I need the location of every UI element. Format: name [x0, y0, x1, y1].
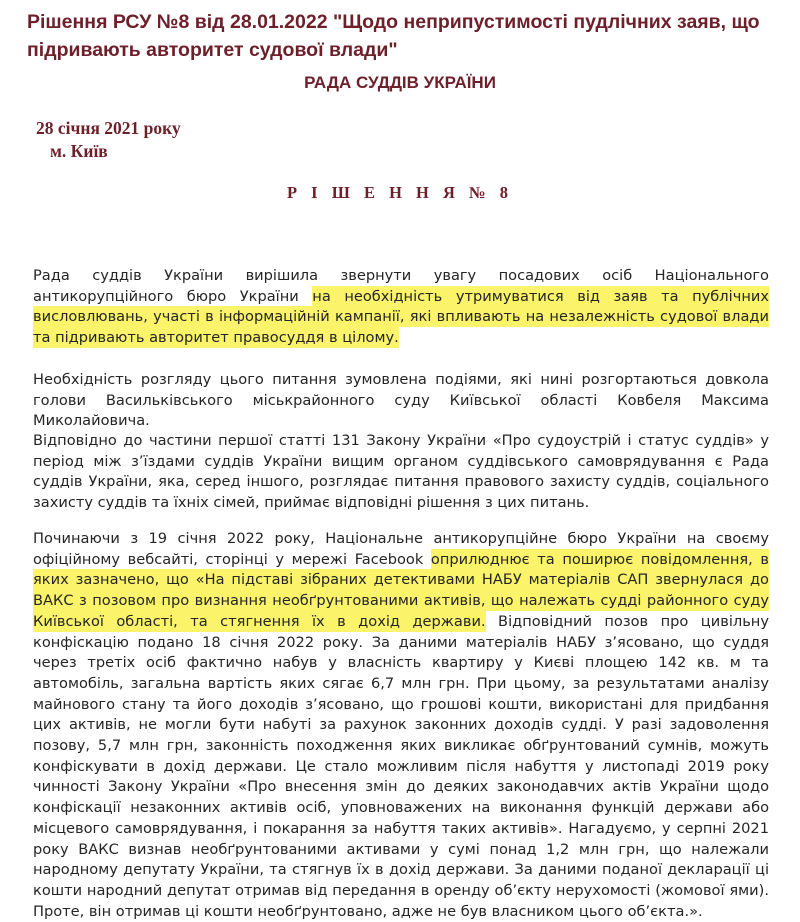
decision-date: 28 січня 2021 року [36, 118, 181, 138]
paragraph-4-continuation: Відповідний позов про цивільну конфіскацію подано 18 січня 2022 року. За даними матеріалів НАБУ з’ясовано, що суддя через третіх осіб фактично набув у власність квартиру у Києві площею 142 кв. м та автомобіль, загальна вартість яких сягає 6,7 млн грн. При цьому, за результатами аналізу майнового стану та його доходів з’ясовано, що грошові кошти, використані для придбання цих активів, не могли бути набуті за рахунок законних доходів судді. У разі задоволення позову, 5,7 млн грн, законність походження яких викликає обґрунтований сумнів, можуть конфіскувати в дохід держави. Це стало можливим після набуття у листопаді 2019 року чинності Закону України «Про внесення змін до деяких законодавчих актів України щодо конфіскації незаконних активів осіб, уповноважених на виконання функцій держави або місцевого самоврядування, і покарання за набуття таких активів». Нагадуємо, у серпні 2021 року ВАКС визнав необґрунтованими активами у сумі понад 1,2 млн грн, що належали народному депутату України, та стягнув їх в дохід держави. За даними поданої декларації ці кошти народний депутат отримав від передання в оренду об’єкту нерухомості (жомової ями). Проте, він отримав ці кошти необґрунтовано, адже не був власником цього об’єкта.». [33, 612, 769, 920]
paragraph-4-text: Починаючи з 19 січня 2022 року, Національне антикорупційне бюро України на своєму офіційному вебсайті, сторінці у мережі Facebook [33, 530, 769, 568]
decision-city: м. Київ [50, 141, 108, 161]
page-title: Рішення РСУ №8 від 28.01.2022 "Щодо неприпустимості пудлічних заяв, що підривають авторитет судової влади" [27, 11, 760, 61]
paragraph-2: Необхідність розгляду цього питання зумовлена подіями, які нині розгортаються довкола голови Васильківського міськрайонного суду Київської області Ковбеля Максима Миколайовича. [33, 371, 769, 430]
paragraph-1 [33, 266, 769, 349]
paragraph-1-highlight: на необхідність утримуватися від заяв та публічних висловлювань, участі в інформаційній кампанії, які впливають на незалежність судової влади та підривають авторитет правосуддя в цілому. [33, 287, 769, 347]
council-heading: РАДА СУДДІВ УКРАЇНИ [304, 73, 496, 92]
paragraph-4-highlight: оприлюднює та поширює повідомлення, в яких зазначено, що «На підставі зібраних детективами НАБУ матеріалів САП звернулася до ВАКС з позовом про визнання необґрунтованими активів, що належать судді районного суду Київської області, та стягнення їх в дохід держави. [33, 550, 769, 630]
decision-heading: Р І Ш Е Н Н Я № 8 [286, 183, 514, 202]
paragraph-4 [33, 529, 769, 922]
date-block [36, 117, 181, 163]
paragraph-1-text: Рада суддів України вирішила звернути увагу посадових осіб Національного антикорупційного бюро України [33, 267, 769, 305]
paragraph-3: Відповідно до частини першої статті 131 Закону України «Про судоустрій і статус суддів» у період між з’їздами суддів України вищим органом суддівського самоврядування є Рада суддів України, яка, серед іншого, розглядає питання правового захисту суддів, соціального захисту суддів та їхніх сімей, приймає відповідні рішення з цих питань. [33, 432, 769, 512]
